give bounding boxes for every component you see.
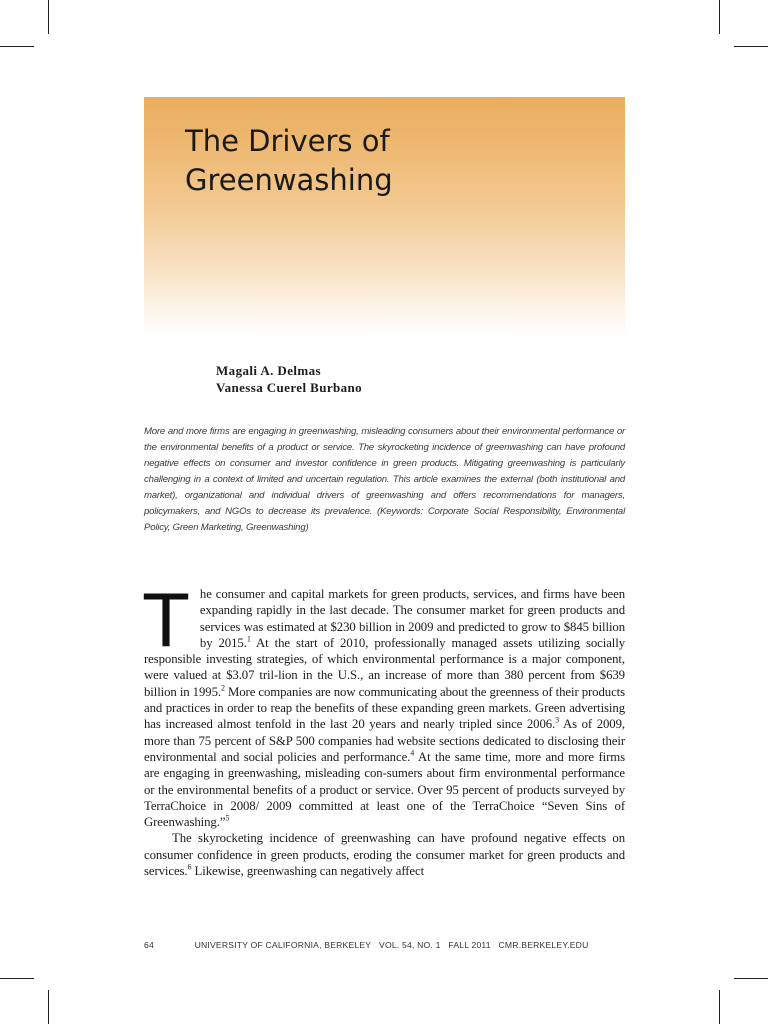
volume-info: VOL. 54, NO. 1 [379, 940, 441, 950]
crop-mark [0, 46, 34, 47]
text-run: Likewise, greenwashing can negatively affect [191, 864, 425, 879]
text-run: As of 2009, more than 75 percent of S&P 500 companies had website sections dedicated to disclosing their environmental and social policies and performance. [144, 717, 625, 764]
text-run: More companies are now communicating about the greenness of their products and practices in order to reap the benefits of these expanding green markets. Green advertising has increased almost tenfold in the last 20 years and nearly tripled since 2006. [144, 684, 625, 732]
drop-cap: T [144, 579, 188, 663]
footnote-ref: 6 [187, 862, 192, 872]
footnote-ref: 5 [225, 813, 230, 823]
footnote-ref: 3 [555, 716, 560, 726]
author-name: Vanessa Cuerel Burbano [216, 380, 363, 395]
crop-mark [48, 0, 49, 34]
article-title [185, 122, 393, 200]
footnote-ref: 2 [220, 683, 225, 693]
crop-mark [734, 46, 768, 47]
paragraph [144, 579, 625, 830]
title-line: The Drivers of [185, 124, 390, 158]
journal-website: CMR.BERKELEY.EDU [498, 940, 589, 950]
text-run: At the start of 2010, professionally managed assets utilizing socially responsible investing strategies, of which environmental performance is a major component, were valued at $3.07 tril-lion in the U.S., an increase of more than 380 percent from $639 billion in 1995. [144, 635, 625, 699]
body-text [144, 579, 625, 879]
crop-mark [719, 990, 720, 1024]
footnote-ref: 1 [246, 634, 251, 644]
author-name: Magali A. Delmas [216, 363, 321, 378]
journal-name: UNIVERSITY OF CALIFORNIA, BERKELEY [194, 940, 372, 950]
page-footer [144, 940, 625, 950]
issue-date: FALL 2011 [448, 940, 491, 950]
crop-mark [0, 978, 34, 979]
abstract: More and more firms are engaging in greenwashing, misleading consumers about their environmental performance or the environmental benefits of a product or service. The skyrocketing incidence of greenwashing can have profound negative effects on consumer and investor confidence in green products. Mitigating greenwashing is particularly challenging in a context of limited and uncertain regulation. This article examines the external (both institutional and market), organizational and individual drivers of greenwashing and offers recommendations for managers, policymakers, and NGOs to decrease its prevalence. (Keywords: Corporate Social Responsibility, Environmental Policy, Green Marketing, Greenwashing) [144, 426, 625, 533]
page-number: 64 [144, 940, 154, 950]
paragraph [144, 830, 625, 879]
crop-mark [48, 990, 49, 1024]
footnote-ref: 4 [410, 748, 415, 758]
author-list [216, 362, 362, 396]
text-run: At the same time, more and more firms are engaging in greenwashing, misleading con-sumers about firm environmental performance or the environmental benefits of a product or service. Over 95 percent of products surveyed by TerraChoice in 2008/ 2009 committed at least one of the TerraChoice “Seven Sins of Greenwashing.” [144, 749, 625, 830]
text-run: he consumer and capital markets for green products, services, and firms have been expanding rapidly in the last decade. The consumer market for green products and services was estimated at $230 billion in 2009 and predicted to grow to $845 billion by 2015. [199, 587, 625, 650]
title-line: Greenwashing [185, 163, 393, 197]
text-run: The skyrocketing incidence of greenwashing can have profound negative effects on consumer confidence in green products, eroding the consumer market for green products and services. [144, 831, 625, 879]
crop-mark [734, 978, 768, 979]
crop-mark [719, 0, 720, 34]
